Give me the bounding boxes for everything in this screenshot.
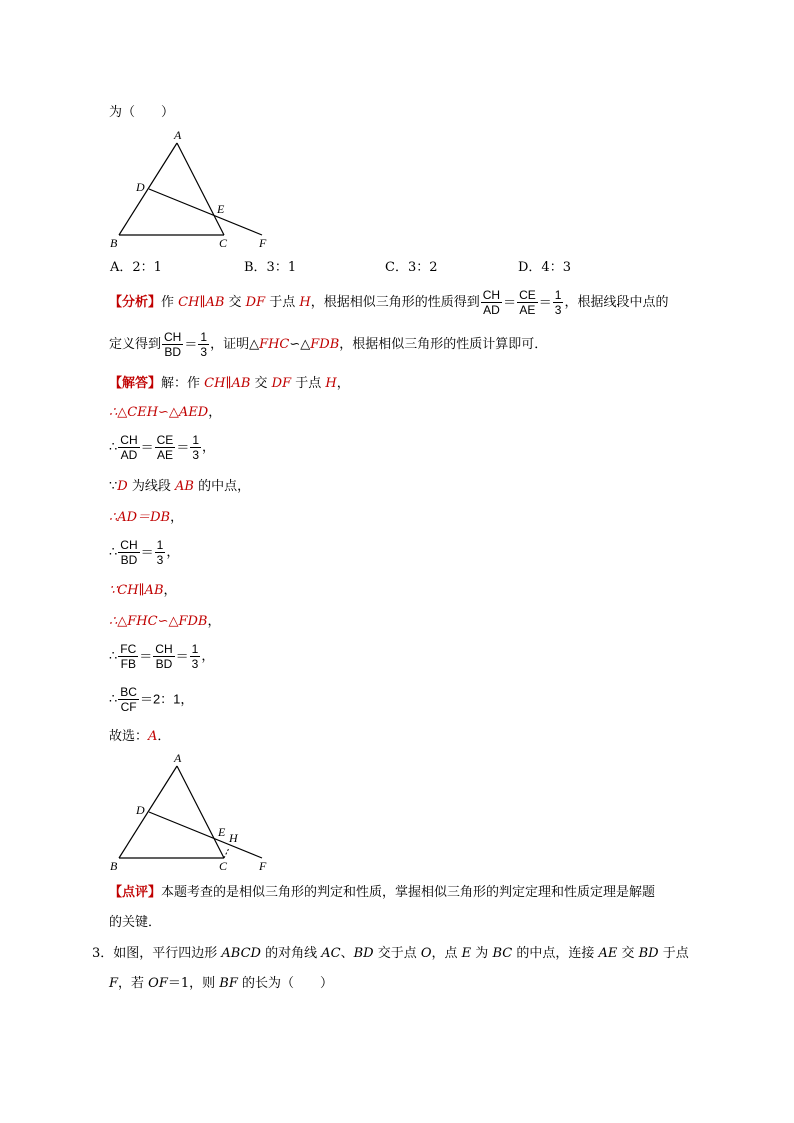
label-C: C: [219, 859, 228, 873]
label-A: A: [174, 128, 182, 142]
question-tail: 为（ ）: [109, 105, 175, 120]
option-c: C．3：2: [385, 260, 438, 275]
solution-step-9: ∴ $\frac{BC}{CF}$ ＝2：1，: [109, 685, 194, 714]
label-D: D: [136, 803, 145, 817]
label-D: D: [136, 180, 145, 194]
option-b: B．3：1: [244, 260, 297, 275]
label-A: A: [174, 751, 182, 765]
comment-line-1: 【点评】本题考查的是相似三角形的判定和性质，掌握相似三角形的判定定理和性质定理是解题: [109, 885, 656, 900]
triangle-figure-2: [105, 748, 280, 873]
analysis-line-2: 定义得到 $\frac{CH}{BD}$ ＝ $\frac{1}{3}$ ，证明△FHC∽△FDB，根据相似三角形的性质计算即可．: [109, 330, 548, 359]
solution-answer: 故选：A．: [109, 729, 171, 744]
label-B: B: [110, 236, 118, 250]
solution-step-3: ∵D 为线段 AB 的中点，: [109, 479, 251, 494]
solution-step-6: ∵CH∥AB，: [109, 583, 177, 598]
comment-line-2: 的关键．: [109, 915, 162, 930]
option-d: D．4：3: [518, 260, 571, 275]
solution-line-1: 【解答】解：作 CH∥AB 交 DF 于点 H，: [109, 376, 350, 391]
option-a: A．2：1: [110, 260, 162, 275]
solution-step-4: ∴AD＝DB，: [109, 510, 184, 525]
label-C: C: [219, 236, 228, 250]
solution-step-7: ∴△FHC∽△FDB，: [109, 614, 221, 629]
solution-step-8: ∴ $\frac{FC}{FB}$ ＝ $\frac{CH}{BD}$ ＝ $\frac{1}{3}$ ，: [109, 642, 215, 671]
triangle-figure-1: [105, 125, 280, 250]
solution-step-5: ∴ $\frac{CH}{BD}$ ＝ $\frac{1}{3}$ ，: [109, 538, 180, 567]
question-3-line-1: 3．如图，平行四边形 ABCD 的对角线 AC、BD 交于点 O，点 E 为 BC 的中点，连接 AE 交 BD 于点: [92, 946, 689, 961]
label-E: E: [217, 202, 225, 216]
label-B: B: [110, 859, 118, 873]
analysis-line-1: 【分析】作 CH∥AB 交 DF 于点 H，根据相似三角形的性质得到 $\frac{CH}{AD}$ ＝ $\frac{CE}{AE}$ ＝ $\frac{1}{3}$ ，根据线段中点的: [109, 288, 669, 317]
label-F: F: [259, 859, 267, 873]
label-H: H: [229, 831, 238, 845]
solution-step-2: ∴ $\frac{CH}{AD}$ ＝ $\frac{CE}{AE}$ ＝ $\frac{1}{3}$ ，: [109, 433, 216, 462]
question-3-line-2: F，若 OF＝1，则 BF 的长为（ ）: [109, 976, 333, 991]
label-F: F: [259, 236, 267, 250]
label-E: E: [218, 825, 226, 839]
solution-step-1: ∴△CEH∽△AED，: [109, 405, 222, 420]
